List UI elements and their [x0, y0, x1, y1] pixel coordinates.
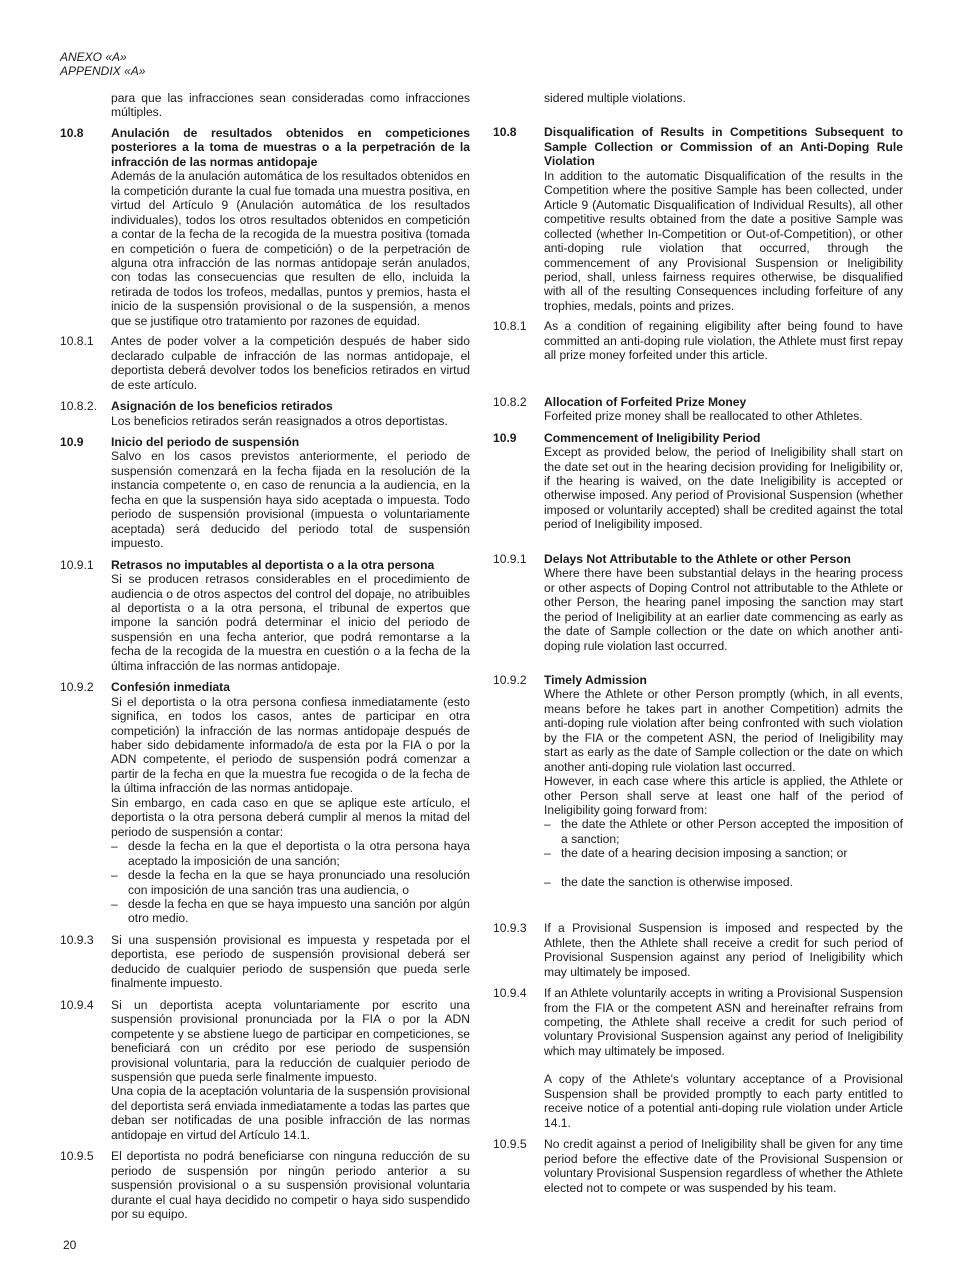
- section-text: If an Athlete voluntarily accepts in writing a Provisional Suspension from the FIA or the competent ASN and hereinafter refrains from competing, the Athlete shall receive a credit for such period of voluntary Provisional Suspension against any period of Ineligibility which may ultimately be imposed.: [544, 986, 903, 1058]
- section-text: Además de la anulación automática de los resultados obtenidos en la competición durante la cual fue tomada una muestra positiva, en virtud del Artículo 9 (Anulación automática de los resultados individuales), todos los otros resultados obtenidos en competición a contar de la fecha de la recogida de la muestra positiva (tomada en competición o fuera de competición) o de la perpetración de alguna otra infracción de las normas antidopaje serán anulados, con todas las consecuencias que resulten de ello, incluida la retirada de todos los trofeos, medallas, puntos y premios, hasta el inicio de la suspensión provisional o de la suspensión, a menos que se justifique otro tratamiento por razones de equidad.: [111, 169, 471, 328]
- section-number: 10.9.3: [493, 921, 527, 936]
- list-item: – the date of a hearing decision imposing a sanction; or: [544, 846, 848, 861]
- section-text: In addition to the automatic Disqualification of the results in the Competition where the positive Sample has been collected, under Article 9 (Automatic Disqualification of Individual Results), all other competitive results obtained from the date a positive Sample was collected (whether In-Competition or Out-of-Competition), or other anti-doping rule violation that occurred, through the commencement of any Provisional Suspension or Ineligibility period, shall, unless fairness requires otherwise, be disqualified with all of the resulting Consequences including forfeiture of any trophies, medals, points and prizes.: [544, 168, 903, 313]
- section-text: Forfeited prize money shall be reallocated to other Athletes.: [544, 409, 863, 424]
- section-10-9: [60, 435, 470, 551]
- page-header: [60, 50, 145, 78]
- section-10-8: [493, 125, 903, 313]
- section-title: Commencement of Ineligibility Period: [544, 430, 761, 445]
- list-item: – the date the Athlete or other Person accepted the imposition of a sanction;: [544, 817, 903, 846]
- list-item: – desde la fecha en la que se haya pronunciado una resolución con imposición de una sanción tras una audiencia, o: [111, 868, 470, 897]
- section-number: 10.8.2: [493, 394, 527, 409]
- section-title: Allocation of Forfeited Prize Money: [544, 394, 747, 409]
- section-title: Disqualification of Results in Competitions Subsequent to Sample Collection or Commission of an Anti-Doping Rule Violation: [544, 125, 903, 169]
- section-title: Timely Admission: [544, 672, 647, 687]
- section-text-2: Una copia de la aceptación voluntaria de la suspensión provisional del deportista será enviada inmediatamente a todas las partes que deban ser notificadas de una posible infracción de las normas antidopaje en virtud del Artículo 14.1.: [111, 1084, 470, 1142]
- section: [60, 91, 470, 120]
- section-text: If a Provisional Suspension is imposed and respected by the Athlete, then the Athlete shall receive a credit for such period of Provisional Suspension against any period of Ineligibility which may ultimately be imposed.: [544, 921, 903, 979]
- list-item: – desde la fecha en la que el deportista o la otra persona haya aceptado la imposición de una sanción;: [111, 839, 470, 868]
- section-text: Where the Athlete or other Person promptly (which, in all events, means before he takes part in another Competition) admits the anti-doping rule violation after being confronted with such violation by the FIA or the competent ASN, the period of Ineligibility may start as early as the date of Sample collection or the date on which another anti-doping rule violation last occurred.: [544, 687, 903, 774]
- section-number: 10.9.1: [60, 557, 94, 572]
- section-text: Los beneficios retirados serán reasignados a otros deportistas.: [111, 413, 448, 428]
- section-text-2: A copy of the Athlete's voluntary acceptance of a Provisional Suspension shall be provided promptly to each party entitled to receive notice of a potential anti-doping rule violation under Article 14.1.: [544, 1072, 903, 1130]
- section-10-9-1: [60, 558, 470, 674]
- section-10-9-4: [493, 986, 903, 1130]
- section-title: Delays Not Attributable to the Athlete or other Person: [544, 551, 851, 566]
- section-10-9-2: [60, 680, 470, 926]
- section-title: Anulación de resultados obtenidos en competiciones posteriores a la toma de muestras o a la perpetración de la infracción de las normas antidopaje: [111, 125, 470, 169]
- section-text: Si el deportista o la otra persona confiesa inmediatamente (esto significa, en todos los casos, antes de participar en otra competición) la infracción de las normas antidopaje después de haber sido debidamente informado/a de esta por la FIA o por la ADN competente, el periodo de suspensión podrá comenzar a partir de la fecha en que la muestra fue recogida o de la fecha de la última infracción de las normas antidopaje.: [111, 694, 470, 796]
- english-column: [493, 91, 903, 1195]
- section-title: Retrasos no imputables al deportista o a la otra persona: [111, 557, 435, 572]
- section-number: 10.8.1: [493, 319, 527, 334]
- section-10-8-2: [60, 399, 470, 428]
- section-text: Except as provided below, the period of Ineligibility shall start on the date set out in the hearing decision providing for Ineligibility or, if the hearing is waived, on the date Ineligibility is accepted or otherwise imposed. Any period of Provisional Suspension (whether imposed or voluntarily accepted) shall be credited against the total period of Ineligibility imposed.: [544, 445, 903, 532]
- section: [493, 91, 903, 105]
- section-text: Salvo en los casos previstos anteriormente, el periodo de suspensión comenzará en la fecha fijada en la resolución de la instancia competente o, en caso de renuncia a la audiencia, en la fecha en que la suspensión haya sido aceptada o impuesta. Todo periodo de suspensión provisional (impuesta o voluntariamente aceptada) será deducido del periodo total de suspensión impuesto.: [111, 449, 470, 551]
- section-10-9: [493, 431, 903, 532]
- section-text: Si se producen retrasos considerables en el procedimiento de audiencia o de otros aspectos del control del dopaje, no atribuibles al deportista o a la otra persona, el tribunal de expertos que impone la sanción podrá determinar el inicio del periodo de suspensión en una fecha anterior, que podrá remontarse a la fecha de la recogida de la muestra en cuestión o a la fecha de la última infracción de las normas antidopaje.: [111, 572, 470, 673]
- section-number: 10.8: [60, 125, 84, 140]
- section-text: Where there have been substantial delays in the hearing process or other aspects of Doping Control not attributable to the Athlete or other Person, the hearing panel imposing the sanction may start the period of Ineligibility at an earlier date commencing as early as the date of Sample collection or the date on which another anti-doping rule violation last occurred.: [544, 566, 903, 653]
- section-10-9-1: [493, 552, 903, 653]
- header-english: APPENDIX «A»: [60, 64, 146, 78]
- spanish-column: [60, 91, 470, 1222]
- section-text-2: Sin embargo, en cada caso en que se aplique este artículo, el deportista o la otra persona deberá cumplir al menos la mitad del periodo de suspensión a contar:: [111, 795, 470, 839]
- section-number: 10.8.1: [60, 334, 94, 349]
- page-number: 20: [63, 1238, 77, 1252]
- section-title: Inicio del periodo de suspensión: [111, 434, 300, 449]
- section-number: 10.9.4: [60, 997, 94, 1012]
- section-number: 10.9: [493, 430, 517, 445]
- section-text: El deportista no podrá beneficiarse con ninguna reducción de su periodo de suspensión por ningún periodo anterior a su suspensión provisional o a su suspensión provisional voluntaria durante el cual haya decidido no competir o haya sido suspendido por su equipo.: [111, 1149, 470, 1222]
- section-number: 10.8: [493, 125, 517, 140]
- section-10-9-5: [493, 1137, 903, 1195]
- section-10-9-3: [493, 921, 903, 979]
- section-10-8-2: [493, 395, 903, 424]
- section-text: sidered multiple violations.: [544, 91, 686, 105]
- section-number: 10.9: [60, 434, 84, 449]
- section-title: Asignación de los beneficios retirados: [111, 399, 333, 414]
- section-text: Si un deportista acepta voluntariamente por escrito una suspensión provisional pronunciada por la FIA o por la ADN competente y se abstiene luego de participar en competiciones, se beneficiará con un crédito por ese periodo de suspensión provisional voluntaria, para la reducción de cualquier periodo de suspensión que pueda serle finalmente impuesto.: [111, 997, 470, 1084]
- section-10-9-2: [493, 673, 903, 889]
- list-item: – desde la fecha en que se haya impuesto una sanción por algún otro medio.: [111, 897, 470, 926]
- section-text: As a condition of regaining eligibility after being found to have committed an anti-doping rule violation, the Athlete must first repay all prize money forfeited under this article.: [544, 319, 903, 363]
- section-text: para que las infracciones sean consideradas como infracciones múltiples.: [111, 91, 470, 120]
- section-10-9-3: [60, 933, 470, 991]
- section-title: Confesión inmediata: [111, 680, 230, 695]
- section-number: 10.9.4: [493, 986, 527, 1001]
- list-item: – the date the sanction is otherwise imposed.: [544, 874, 793, 889]
- section-text: Antes de poder volver a la competición después de haber sido declarado culpable de infracción de las normas antidopaje, el deportista deberá devolver todos los beneficios retirados en virtud de este artículo.: [111, 334, 470, 392]
- section-text: Si una suspensión provisional es impuesta y respetada por el deportista, ese periodo de suspensión provisional deberá ser deducido de cualquier periodo de suspensión que pueda serle finalmente impuesto.: [111, 932, 470, 991]
- section-number: 10.9.1: [493, 551, 527, 566]
- section-10-8-1: [493, 319, 903, 362]
- section-text: No credit against a period of Ineligibility shall be given for any time period before the effective date of the Provisional Suspension or voluntary Provisional Suspension regardless of whether the Athlete elected not to compete or was suspended by his team.: [544, 1137, 903, 1195]
- section-number: 10.9.3: [60, 932, 94, 947]
- section-number: 10.9.5: [493, 1137, 527, 1152]
- section-number: 10.9.2: [493, 672, 527, 687]
- section-number: 10.8.2.: [60, 399, 97, 414]
- header-spanish: ANEXO «A»: [60, 50, 127, 64]
- section-10-9-5: [60, 1149, 470, 1221]
- section-10-8: [60, 126, 470, 328]
- section-10-9-4: [60, 998, 470, 1143]
- section-number: 10.9.2: [60, 680, 94, 695]
- section-10-8-1: [60, 334, 470, 392]
- section-text-2: However, in each case where this article is applied, the Athlete or other Person shall serve at least one half of the period of Ineligibility going forward from:: [544, 774, 903, 818]
- section-number: 10.9.5: [60, 1149, 94, 1164]
